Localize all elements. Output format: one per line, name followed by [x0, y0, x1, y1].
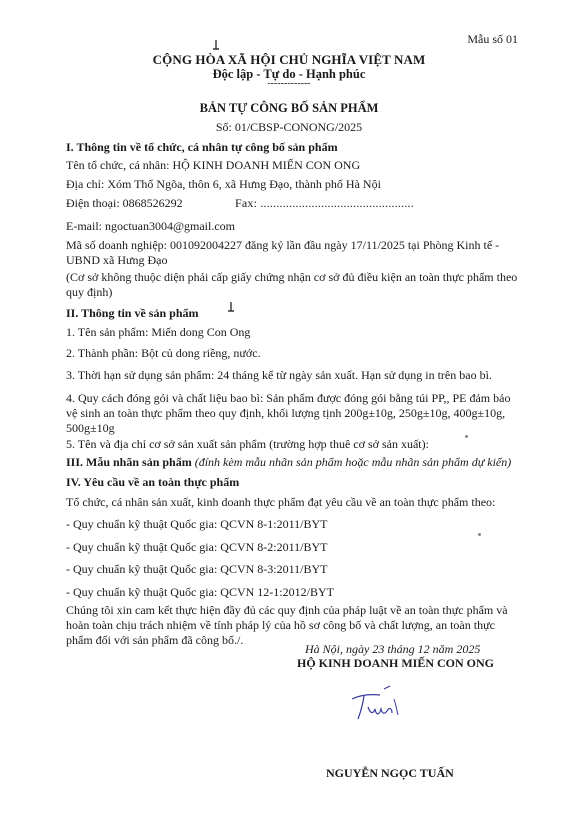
standard-item: - Quy chuẩn kỹ thuật Quốc gia: QCVN 8-2:2011/BYT [66, 540, 328, 554]
section-2-heading: II. Thông tin về sản phẩm [66, 306, 199, 320]
section-4-heading: IV. Yêu cầu về an toàn thực phẩm [66, 475, 240, 489]
fax-line: Fax: ................................................ [235, 196, 414, 210]
section-1-heading: I. Thông tin về tổ chức, cá nhân tự công bố sản phẩm [66, 140, 338, 154]
certificate-note: (Cơ sở không thuộc diện phải cấp giấy chứng nhận cơ sở đủ điều kiện an toàn thực phẩm theo quy định) [66, 270, 518, 299]
manufacturer-line: 5. Tên và địa chỉ cơ sở sản xuất sản phẩm (trường hợp thuê cơ sở sản xuất): [66, 437, 429, 451]
standard-item: - Quy chuẩn kỹ thuật Quốc gia: QCVN 8-1:2011/BYT [66, 517, 328, 531]
product-name-line: 1. Tên sản phẩm: Miến dong Con Ong [66, 325, 251, 339]
form-number: Mẫu số 01 [467, 32, 518, 46]
handwritten-signature [346, 685, 410, 725]
document-number: Số: 01/CBSP-CONONG/2025 [215, 120, 363, 134]
org-name-line: Tên tổ chức, cá nhân: HỘ KINH DOANH MIẾN CON ONG [66, 158, 361, 172]
business-code-paragraph: Mã số doanh nghiệp: 001092004227 đăng ký lần đầu ngày 17/11/2025 tại Phòng Kinh tế - UBND xã Hưng Đạo [66, 238, 500, 267]
safety-intro-line: Tổ chức, cá nhân sản xuất, kinh doanh thực phẩm đạt yêu cầu về an toàn thực phẩm theo: [66, 495, 496, 509]
standard-item: - Quy chuẩn kỹ thuật Quốc gia: QCVN 12-1:2012/BYT [66, 585, 334, 599]
scan-dot [478, 533, 481, 536]
address-line: Địa chỉ: Xóm Thổ Ngõa, thôn 6, xã Hưng Đạo, thành phố Hà Nội [66, 177, 381, 191]
scan-mark-icon [227, 302, 235, 314]
document-title: BẢN TỰ CÔNG BỐ SẢN PHẨM [199, 101, 379, 115]
packaging-paragraph: 4. Quy cách đóng gói và chất liệu bao bì: Sản phẩm được đóng gói bằng túi PP,, PE đảm bảo vệ sinh an toàn thực phẩm theo quy định, khối lượng tịnh 200g±10g, 250g±10g, 400g±10g, 500g±10g [66, 391, 511, 435]
section-3-title: III. Mẫu nhãn sản phẩm [66, 455, 192, 469]
sign-organization: HỘ KINH DOANH MIẾN CON ONG [297, 656, 495, 670]
sign-date: Hà Nội, ngày 23 tháng 12 năm 2025 [305, 642, 481, 656]
commitment-paragraph: Chúng tôi xin cam kết thực hiện đầy đủ các quy định của pháp luật về an toàn thực phẩm và hoàn toàn chịu trách nhiệm về tính pháp lý của hồ sơ công bố và chất lượng, an toàn thực phẩm đối với sản phẩm đã công bố./. [66, 603, 508, 647]
scan-dot [465, 435, 468, 438]
section-3-heading [66, 455, 511, 470]
shelf-life-line: 3. Thời hạn sử dụng sản phẩm: 24 tháng kể từ ngày sản xuất. Hạn sử dụng in trên bao bì. [66, 368, 492, 382]
email-line: E-mail: ngoctuan3004@gmail.com [66, 219, 236, 233]
scan-mark-icon [212, 40, 220, 52]
national-title: CỘNG HÒA XÃ HỘI CHỦ NGHĨA VIỆT NAM [152, 52, 426, 67]
ingredients-line: 2. Thành phần: Bột củ dong riềng, nước. [66, 346, 261, 360]
section-3-note: (đính kèm mẫu nhãn sản phẩm hoặc mẫu nhãn sản phẩm dự kiến) [194, 455, 512, 469]
phone-line: Điện thoại: 0868526292 [66, 196, 183, 210]
national-motto: Độc lập - Tự do - Hạnh phúc [212, 67, 366, 81]
motto-divider: ------------- [267, 78, 311, 89]
signer-name: NGUYỄN NGỌC TUẤN [326, 766, 454, 780]
standard-item: - Quy chuẩn kỹ thuật Quốc gia: QCVN 8-3:2011/BYT [66, 562, 328, 576]
